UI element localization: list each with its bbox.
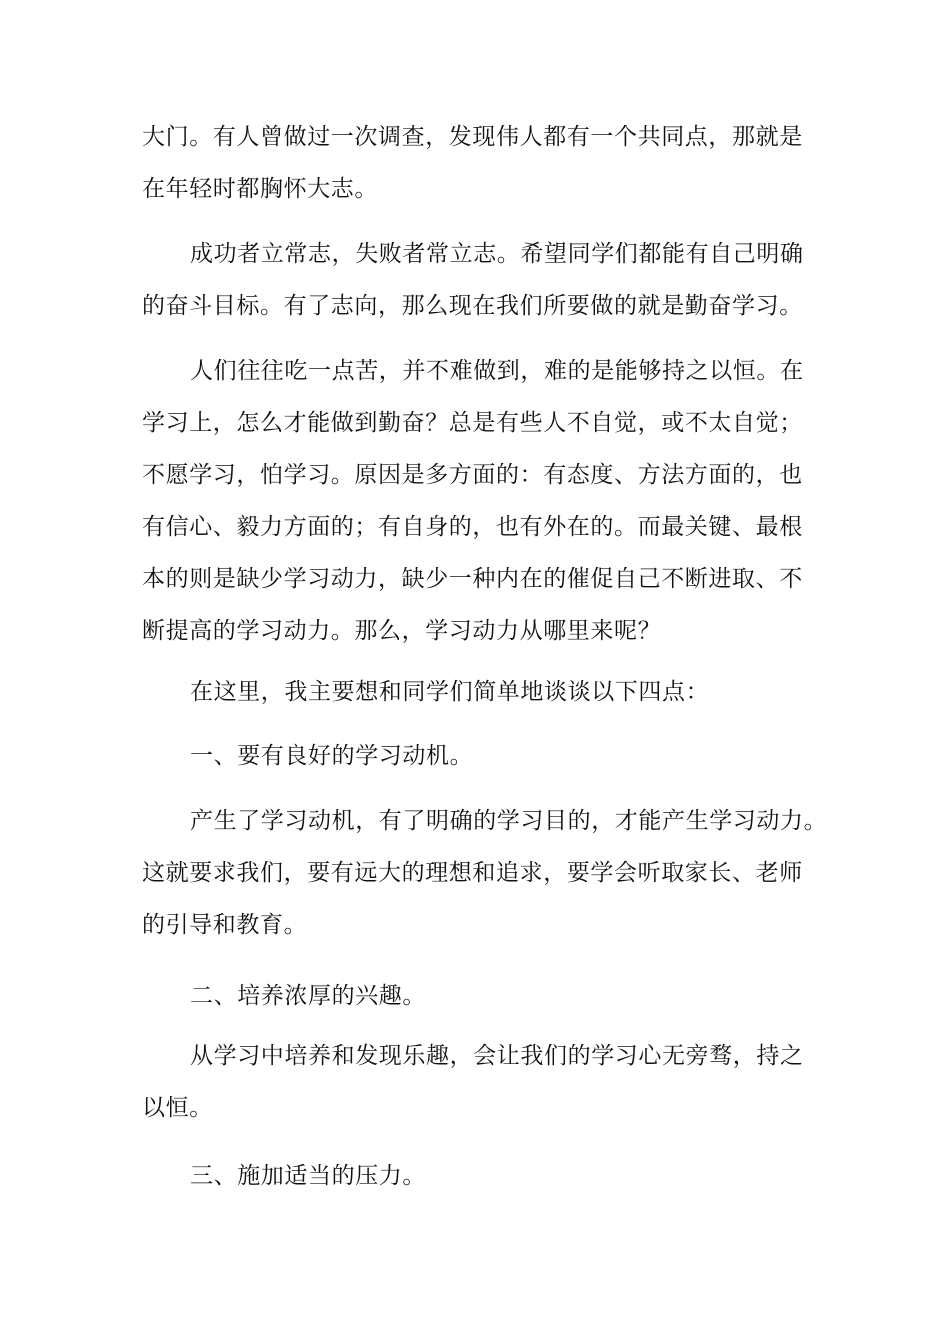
text-line: 三、施加适当的压力。 [190, 1163, 426, 1189]
heading-point-3 [142, 1150, 822, 1202]
paragraph-4 [142, 666, 822, 718]
paragraph-3 [142, 345, 822, 657]
text-line: 从学习中培养和发现乐趣，会让我们的学习心无旁骛，持之 [190, 1043, 804, 1069]
text-line: 本的则是缺少学习动力，缺少一种内在的催促自己不断进取、不 [142, 566, 803, 592]
text-line: 有信心、毅力方面的；有自身的，也有外在的。而最关键、最根 [142, 514, 803, 540]
text-line: 一、要有良好的学习动机。 [190, 743, 474, 769]
text-line: 二、培养浓厚的兴趣。 [190, 983, 426, 1009]
text-line: 人们往往吃一点苦，并不难做到，难的是能够持之以恒。在 [190, 358, 804, 384]
paragraph-8 [142, 1030, 822, 1134]
paragraph-2 [142, 228, 822, 332]
paragraph-6 [142, 795, 828, 951]
paragraph-1 [142, 111, 822, 215]
heading-point-2 [142, 970, 822, 1022]
text-line: 断提高的学习动力。那么，学习动力从哪里来呢？ [142, 618, 662, 644]
text-line: 学习上，怎么才能做到勤奋？总是有些人不自觉，或不太自觉； [142, 410, 803, 436]
text-line: 在年轻时都胸怀大志。 [142, 176, 378, 202]
text-line: 以恒。 [142, 1095, 213, 1121]
heading-point-1 [142, 730, 822, 782]
text-line: 这就要求我们，要有远大的理想和追求，要学会听取家长、老师 [142, 860, 803, 886]
text-line: 产生了学习动机，有了明确的学习目的，才能产生学习动力。 [190, 808, 828, 834]
text-line: 在这里，我主要想和同学们简单地谈谈以下四点： [190, 679, 710, 705]
text-line: 的奋斗目标。有了志向，那么现在我们所要做的就是勤奋学习。 [142, 293, 803, 319]
text-line: 的引导和教育。 [142, 912, 308, 938]
text-line: 不愿学习，怕学习。原因是多方面的：有态度、方法方面的，也 [142, 462, 803, 488]
text-line: 大门。有人曾做过一次调查，发现伟人都有一个共同点，那就是 [142, 124, 803, 150]
text-line: 成功者立常志，失败者常立志。希望同学们都能有自己明确 [190, 241, 804, 267]
